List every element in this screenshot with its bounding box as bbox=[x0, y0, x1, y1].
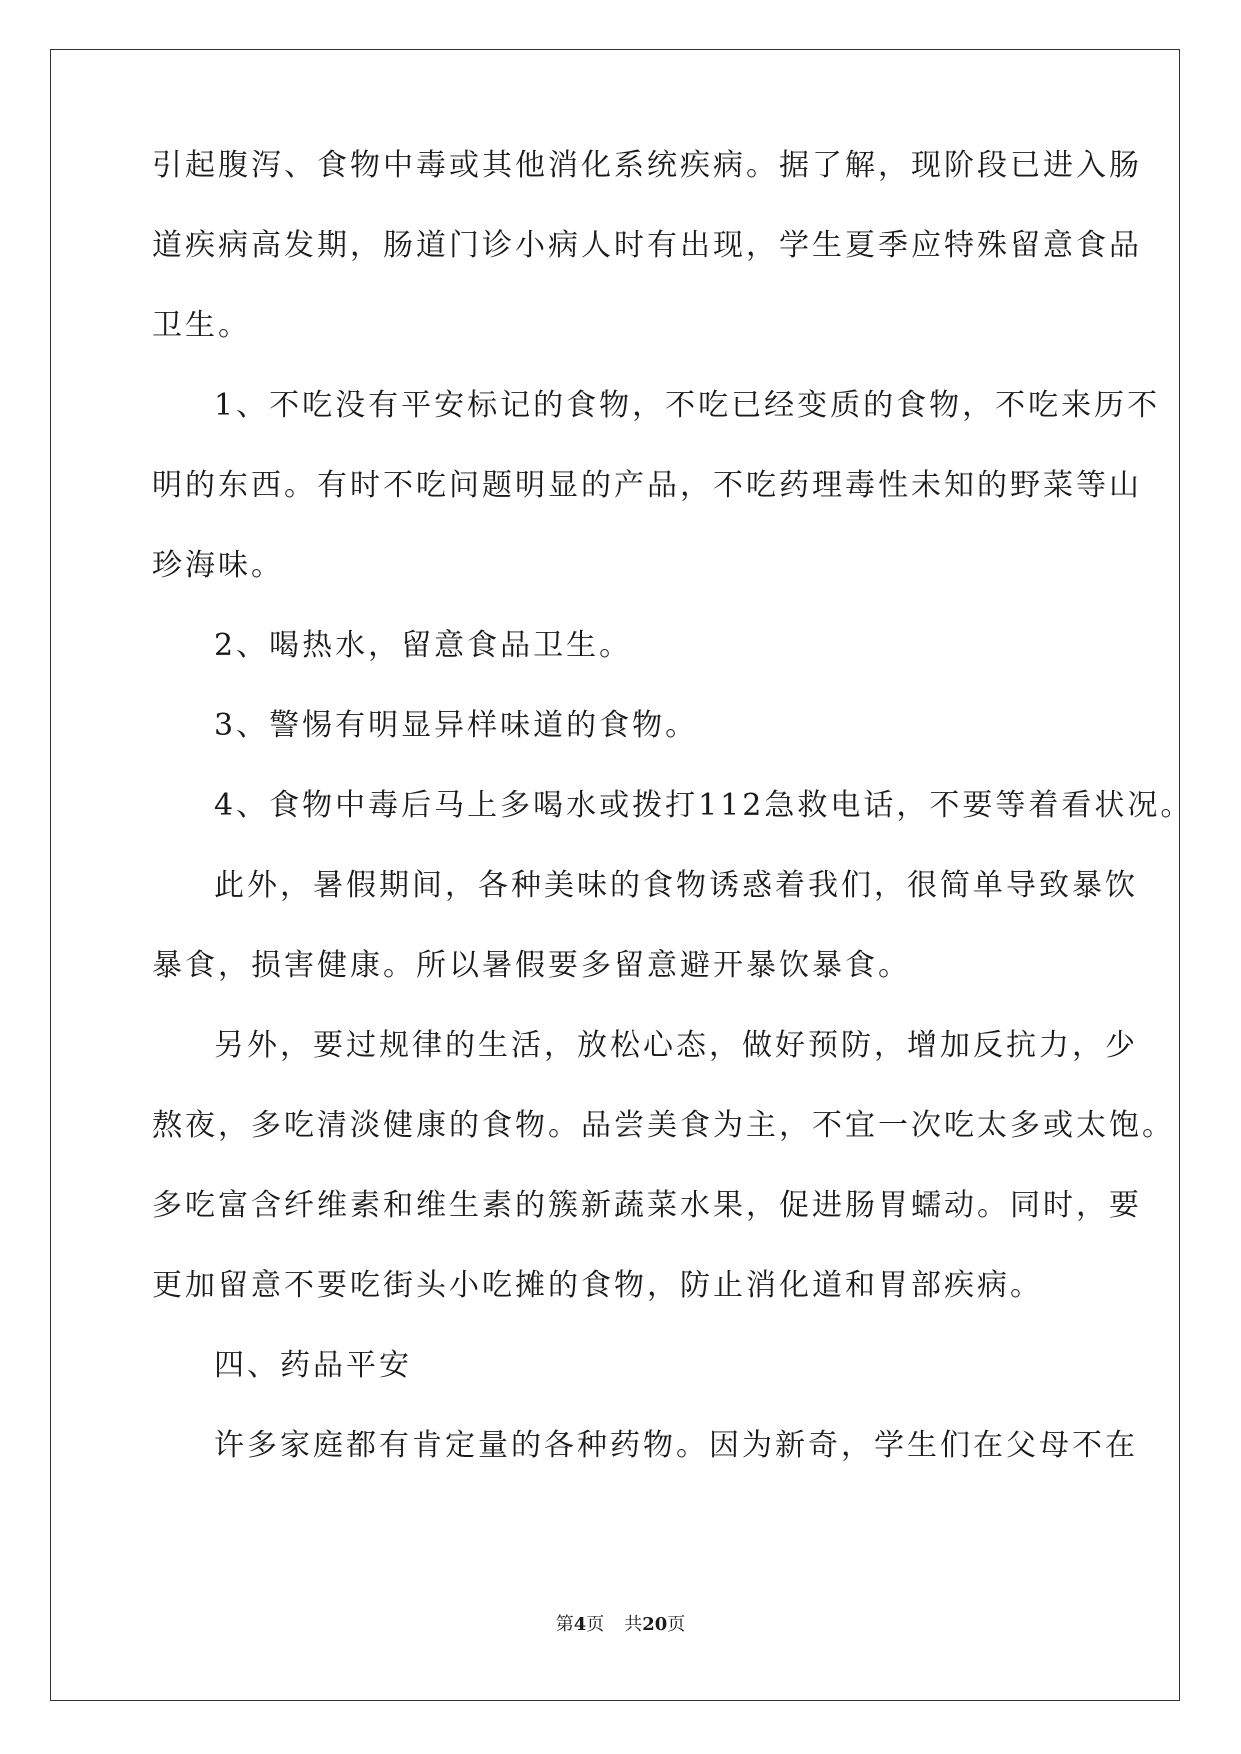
page-footer bbox=[0, 1610, 1241, 1636]
text-line: 珍海味。 bbox=[152, 548, 284, 583]
page-number: 4 bbox=[573, 1614, 587, 1635]
page-label-prefix: 第 bbox=[555, 1614, 574, 1635]
text-line: 引起腹泻、食物中毒或其他消化系统疾病。据了解，现阶段已进入肠 bbox=[152, 148, 1142, 183]
text-line: 此外，暑假期间，各种美味的食物诱惑着我们，很简单导致暴饮 bbox=[214, 868, 1138, 903]
total-label-prefix: 共 bbox=[624, 1614, 643, 1635]
total-label-suffix: 页 bbox=[667, 1614, 686, 1635]
text-line: 1、不吃没有平安标记的食物，不吃已经变质的食物，不吃来历不 bbox=[214, 388, 1161, 423]
text-line: 许多家庭都有肯定量的各种药物。因为新奇，学生们在父母不在 bbox=[214, 1428, 1138, 1463]
text-line: 更加留意不要吃街头小吃摊的食物，防止消化道和胃部疾病。 bbox=[152, 1268, 1043, 1303]
text-line: 3、警惕有明显异样味道的食物。 bbox=[214, 708, 699, 743]
text-line: 明的东西。有时不吃问题明显的产品，不吃药理毒性未知的野菜等山 bbox=[152, 468, 1142, 503]
page-label-suffix: 页 bbox=[586, 1614, 605, 1635]
text-line: 2、喝热水，留意食品卫生。 bbox=[214, 628, 633, 663]
text-line: 卫生。 bbox=[152, 308, 251, 343]
document-body bbox=[152, 148, 1194, 1510]
text-line: 熬夜，多吃清淡健康的食物。品尝美食为主，不宜一次吃太多或太饱。 bbox=[152, 1108, 1175, 1143]
text-line: 另外，要过规律的生活，放松心态，做好预防，增加反抗力，少 bbox=[214, 1028, 1138, 1063]
text-line: 多吃富含纤维素和维生素的簇新蔬菜水果，促进肠胃蠕动。同时，要 bbox=[152, 1188, 1142, 1223]
text-line: 暴食，损害健康。所以暑假要多留意避开暴饮暴食。 bbox=[152, 948, 911, 983]
text-line: 道疾病高发期，肠道门诊小病人时有出现，学生夏季应特殊留意食品 bbox=[152, 228, 1142, 263]
section-heading: 四、药品平安 bbox=[214, 1348, 412, 1383]
total-pages: 20 bbox=[642, 1614, 668, 1635]
text-line: 4、食物中毒后马上多喝水或拨打112急救电话，不要等着看状况。 bbox=[214, 788, 1194, 823]
